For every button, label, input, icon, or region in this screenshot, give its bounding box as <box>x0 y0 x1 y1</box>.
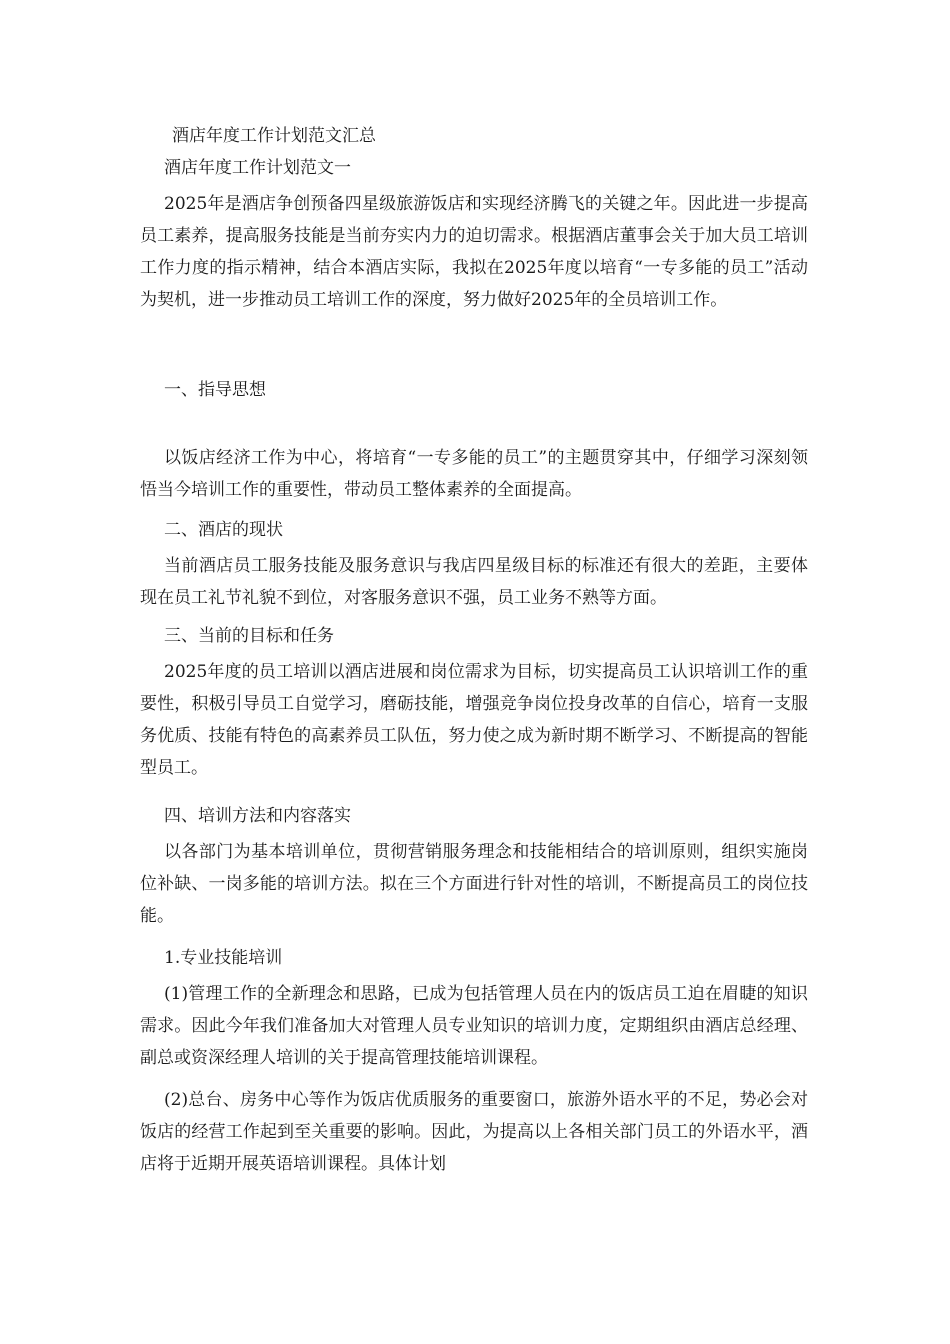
subsection-1-heading: 1.专业技能培训 <box>164 948 283 968</box>
item-1-paragraph: (1)管理工作的全新理念和思路，已成为包括管理人员在内的饭店员工迫在眉睫的知识需求。因此今年我们准备加大对管理人员专业知识的培训力度，定期组织由酒店总经理、副总或资深经理人培训的关于提高管理技能培训课程。 <box>140 984 808 1068</box>
section-1-heading: 一、指导思想 <box>164 380 266 400</box>
item-2-paragraph: (2)总台、房务中心等作为饭店优质服务的重要窗口，旅游外语水平的不足，势必会对饭店的经营工作起到至关重要的影响。因此，为提高以上各相关部门员工的外语水平，酒店将于近期开展英语培训课程。具体计划 <box>140 1090 808 1174</box>
section-1-body: 以饭店经济工作为中心，将培育“一专多能的员工”的主题贯穿其中，仔细学习深刻领悟当今培训工作的重要性，带动员工整体素养的全面提高。 <box>140 448 808 500</box>
section-2-body: 当前酒店员工服务技能及服务意识与我店四星级目标的标准还有很大的差距，主要体现在员工礼节礼貌不到位，对客服务意识不强，员工业务不熟等方面。 <box>140 556 808 608</box>
section-3-body: 2025年度的员工培训以酒店进展和岗位需求为目标，切实提高员工认识培训工作的重要性，积极引导员工自觉学习，磨砺技能，增强竞争岗位投身改革的自信心，培育一支服务优质、技能有特色的高素养员工队伍，努力使之成为新时期不断学习、不断提高的智能型员工。 <box>140 662 808 778</box>
document-title: 酒店年度工作计划范文汇总 <box>172 126 376 146</box>
section-4-heading: 四、培训方法和内容落实 <box>164 806 351 826</box>
document-subtitle: 酒店年度工作计划范文一 <box>164 158 351 178</box>
section-4-body: 以各部门为基本培训单位，贯彻营销服务理念和技能相结合的培训原则，组织实施岗位补缺、一岗多能的培训方法。拟在三个方面进行针对性的培训，不断提高员工的岗位技能。 <box>140 842 808 926</box>
section-2-heading: 二、酒店的现状 <box>164 520 283 540</box>
section-3-heading: 三、当前的目标和任务 <box>164 626 334 646</box>
intro-paragraph: 2025年是酒店争创预备四星级旅游饭店和实现经济腾飞的关键之年。因此进一步提高员工素养，提高服务技能是当前夯实内力的迫切需求。根据酒店董事会关于加大员工培训工作力度的指示精神，结合本酒店实际，我拟在2025年度以培育“一专多能的员工”活动为契机，进一步推动员工培训工作的深度，努力做好2025年的全员培训工作。 <box>140 194 808 310</box>
